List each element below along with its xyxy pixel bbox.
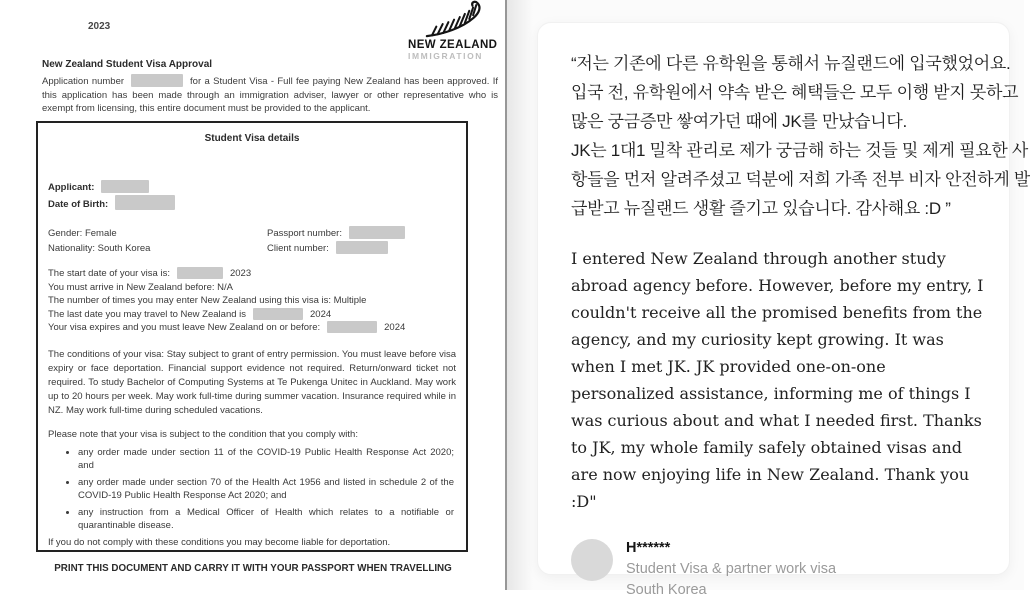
testimonial-author bbox=[571, 537, 983, 601]
visa-start-text: The start date of your visa is: bbox=[48, 268, 170, 279]
intro-text-after: for a Student Visa - Full fee paying New Zealand has been approved. If this application has been made through an immigration adviser, lawyer or other representative who is exempt from licensing, this entire document must be provided to the applicant. bbox=[42, 76, 499, 114]
logo-text-immigration: IMMIGRATION bbox=[408, 51, 484, 61]
author-country: South Korea bbox=[626, 582, 707, 598]
redacted-client-number bbox=[336, 241, 388, 254]
author-name: H****** bbox=[626, 540, 671, 556]
visa-expiry-year: 2024 bbox=[384, 322, 406, 333]
korean-text-line: 급받고 뉴질랜드 생활 즐기고 있습니다. 감사해요 :D ” bbox=[571, 199, 951, 218]
visa-conditions-paragraph: The conditions of your visa: Stay subject to grant of entry permission. You must leave before visa expiry or face deportation. Financial support evidence not required. Return/onward ticket not required. To study Bachelor of Computing Systems at Te Pukenga Unitec in Auckland. May work up to 20 hours per week. May work full-time during summer vacation. Insurance required while in NZ. May work full-time during scheduled vacations. bbox=[48, 348, 456, 416]
redacted-start-date bbox=[177, 267, 223, 279]
logo-text-new-zealand: NEW ZEALAND bbox=[408, 39, 498, 51]
passport-field bbox=[267, 226, 456, 241]
client-label: Client number: bbox=[267, 243, 329, 254]
visa-expiry-line bbox=[48, 321, 456, 335]
visa-date-lines bbox=[48, 267, 456, 335]
testimonial-korean-text bbox=[571, 49, 1030, 223]
deportation-warning: If you do not comply with these conditions you may become liable for deportation. bbox=[48, 536, 391, 548]
box-heading: Student Visa details bbox=[204, 133, 300, 144]
dob-field bbox=[48, 195, 456, 212]
passport-label: Passport number: bbox=[267, 228, 342, 239]
document-intro bbox=[42, 74, 498, 116]
korean-text-line: 입국 전, 유학원에서 약속 받은 혜택들은 모두 이행 받지 못하고 bbox=[571, 83, 1019, 102]
visa-expiry-text: Your visa expires and you must leave New Zealand on or before: bbox=[48, 322, 321, 333]
redacted-application-number bbox=[131, 74, 183, 87]
silver-fern-icon bbox=[412, 0, 500, 38]
visa-travel-year: 2024 bbox=[310, 308, 332, 320]
redacted-passport-number bbox=[349, 226, 405, 239]
document-date: 2023 bbox=[88, 21, 111, 32]
dob-label: Date of Birth: bbox=[48, 199, 109, 210]
korean-text-line: JK는 1대1 밀착 관리로 제가 궁금해 하는 것들 및 제게 필요한 사 bbox=[571, 141, 1029, 160]
client-field bbox=[267, 241, 456, 256]
compliance-bullet-list bbox=[78, 446, 456, 532]
document-footer-instruction: PRINT THIS DOCUMENT AND CARRY IT WITH YOUR PASSPORT WHEN TRAVELLING bbox=[54, 563, 452, 574]
nz-immigration-logo bbox=[408, 0, 502, 61]
compliance-note: Please note that your visa is subject to the condition that you comply with: bbox=[48, 428, 358, 440]
compliance-bullet: • any order made under section 11 of the COVID-19 Public Health Response Act 2020; and bbox=[78, 446, 456, 472]
personal-details-columns bbox=[48, 226, 456, 256]
visa-document-scan bbox=[0, 0, 506, 590]
visa-entries-line: The number of times you may enter New Zealand using this visa is: Multiple bbox=[48, 295, 367, 306]
compliance-bullet: • any order made under section 70 of the Health Act 1956 and listed in schedule 2 of the COVID-19 Public Health Response Act 2020; and bbox=[78, 476, 456, 502]
redacted-date-of-birth bbox=[115, 195, 175, 210]
visa-travel-line bbox=[48, 308, 456, 322]
intro-text-before: Application number bbox=[42, 76, 125, 87]
gender-field: Gender: Female bbox=[48, 228, 117, 239]
testimonial-english-text: I entered New Zealand through another study abroad agency before. However, before my entry, I couldn't receive all the promised benefits from the agency, and my curiosity kept growing. It was when I met JK. JK provided one-on-one personalized assistance, informing me of things I was curious about and what I needed first. Thanks to JK, my whole family safely obtained visas and are now enjoying life in New Zealand. Thank you :D" bbox=[571, 249, 984, 511]
visa-travel-text: The last date you may travel to New Zealand is bbox=[48, 308, 247, 320]
korean-text-line: 많은 궁금증만 쌓여가던 때에 JK를 만났습니다. bbox=[571, 112, 907, 131]
testimonial-card bbox=[537, 22, 1030, 598]
author-visa-type: Student Visa & partner work visa bbox=[626, 561, 837, 577]
testimonial-panel bbox=[507, 0, 1030, 598]
student-visa-details-box bbox=[36, 121, 468, 552]
applicant-label: Applicant: bbox=[48, 182, 95, 193]
redacted-travel-date bbox=[253, 308, 303, 320]
author-details bbox=[626, 537, 836, 601]
author-avatar bbox=[571, 539, 613, 581]
korean-text-line: “저는 기존에 다른 유학원을 통해서 뉴질랜드에 입국했었어요. bbox=[571, 54, 1011, 73]
applicant-field bbox=[48, 180, 456, 195]
redacted-expiry-date bbox=[327, 321, 377, 333]
korean-text-line: 항들을 먼저 알려주셨고 덕분에 저희 가족 전부 비자 안전하게 발 bbox=[571, 170, 1030, 189]
nationality-field: Nationality: South Korea bbox=[48, 243, 151, 254]
compliance-bullet: • any instruction from a Medical Officer of Health which relates to a notifiable or quarantinable disease. bbox=[78, 506, 456, 532]
visa-start-year: 2023 bbox=[229, 268, 252, 279]
visa-start-line bbox=[48, 267, 456, 281]
visa-arrive-line: You must arrive in New Zealand before: N/A bbox=[48, 281, 233, 293]
redacted-applicant-name bbox=[101, 180, 149, 193]
document-title: New Zealand Student Visa Approval bbox=[42, 59, 213, 70]
